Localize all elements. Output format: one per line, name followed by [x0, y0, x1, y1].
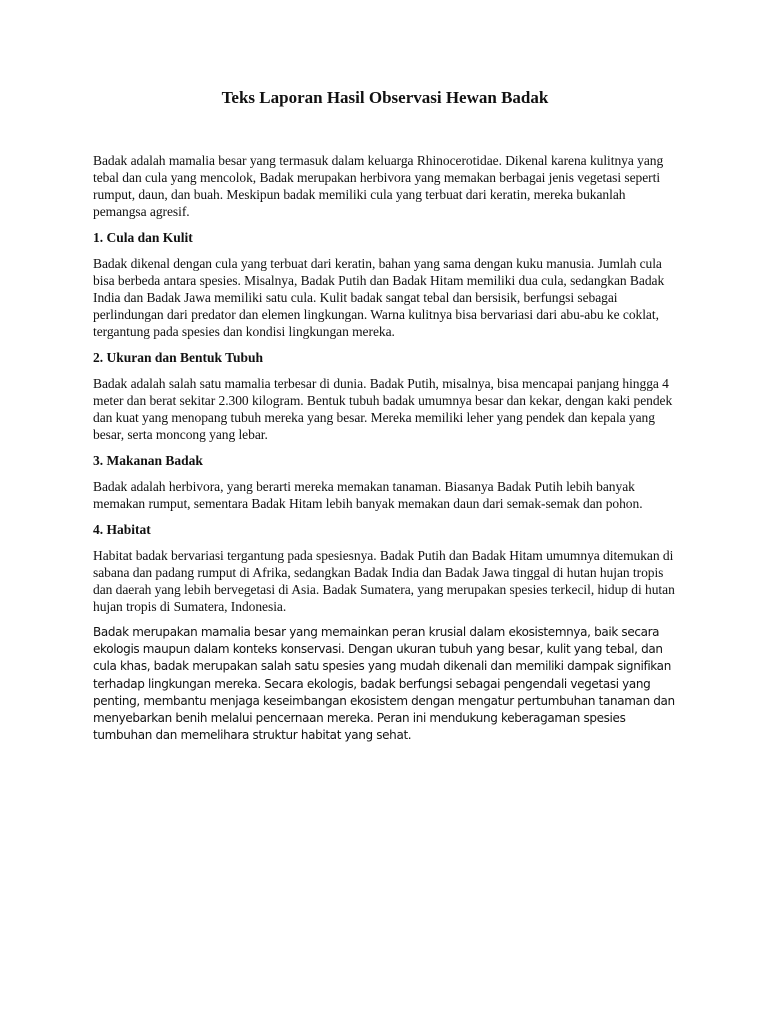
conclusion-paragraph: Badak merupakan mamalia besar yang memainkan peran krusial dalam ekosistemnya, baik secara ekologis maupun dalam konteks konservasi. Dengan ukuran tubuh yang besar, kulit yang tebal, dan cula khas, badak merupakan salah satu spesies yang mudah dikenali dan memiliki dampak signifikan terhadap lingkungan mereka. Secara ekologis, badak berfungsi sebagai pengendali vegetasi yang penting, membantu menjaga keseimbangan ekosistem dengan mengatur pertumbuhan tanaman dan menyebarkan benih melalui pencernaan mereka. Peran ini mendukung keberagaman spesies tumbuhan dan memelihara struktur habitat yang sehat.: [93, 625, 675, 743]
section-heading-ukuran-tubuh: 2. Ukuran dan Bentuk Tubuh: [93, 350, 263, 365]
document-content: [93, 86, 675, 744]
section-body-makanan: Badak adalah herbivora, yang berarti mereka memakan tanaman. Biasanya Badak Putih lebih banyak memakan rumput, sementara Badak Hitam lebih banyak memakan daun dari semak-semak dan pohon.: [93, 479, 643, 511]
section-heading-makanan: 3. Makanan Badak: [93, 453, 203, 468]
section-heading-cula-kulit: 1. Cula dan Kulit: [93, 230, 193, 245]
document-title: Teks Laporan Hasil Observasi Hewan Badak: [221, 88, 549, 107]
section-body-habitat: Habitat badak bervariasi tergantung pada spesiesnya. Badak Putih dan Badak Hitam umumnya ditemukan di sabana dan padang rumput di Afrika, sedangkan Badak India dan Badak Jawa tinggal di hutan hujan tropis dan daerah yang lebih bervegetasi di Asia. Badak Sumatera, yang merupakan spesies terkecil, hidup di hutan hujan tropis di Sumatera, Indonesia.: [93, 548, 675, 614]
section-heading-habitat: 4. Habitat: [93, 522, 151, 537]
section-body-ukuran-tubuh: Badak adalah salah satu mamalia terbesar di dunia. Badak Putih, misalnya, bisa mencapai panjang hingga 4 meter dan berat sekitar 2.300 kilogram. Bentuk tubuh badak umumnya besar dan kekar, dengan kaki pendek dan kuat yang menopang tubuh mereka yang besar. Mereka memiliki leher yang pendek dan kepala yang besar, serta moncong yang lebar.: [93, 376, 673, 442]
intro-paragraph: Badak adalah mamalia besar yang termasuk dalam keluarga Rhinocerotidae. Dikenal karena kulitnya yang tebal dan cula yang mencolok, Badak merupakan herbivora yang memakan berbagai jenis vegetasi seperti rumput, daun, dan buah. Meskipun badak memiliki cula yang terbuat dari keratin, mereka bukanlah pemangsa agresif.: [93, 153, 664, 219]
section-body-cula-kulit: Badak dikenal dengan cula yang terbuat dari keratin, bahan yang sama dengan kuku manusia. Jumlah cula bisa berbeda antara spesies. Misalnya, Badak Putih dan Badak Hitam memiliki dua cula, sedangkan Badak India dan Badak Jawa memiliki satu cula. Kulit badak sangat tebal dan bersisik, berfungsi sebagai perlindungan dari predator dan elemen lingkungan. Warna kulitnya bisa bervariasi dari abu-abu ke coklat, tergantung pada spesies dan kondisi lingkungan mereka.: [93, 256, 665, 339]
